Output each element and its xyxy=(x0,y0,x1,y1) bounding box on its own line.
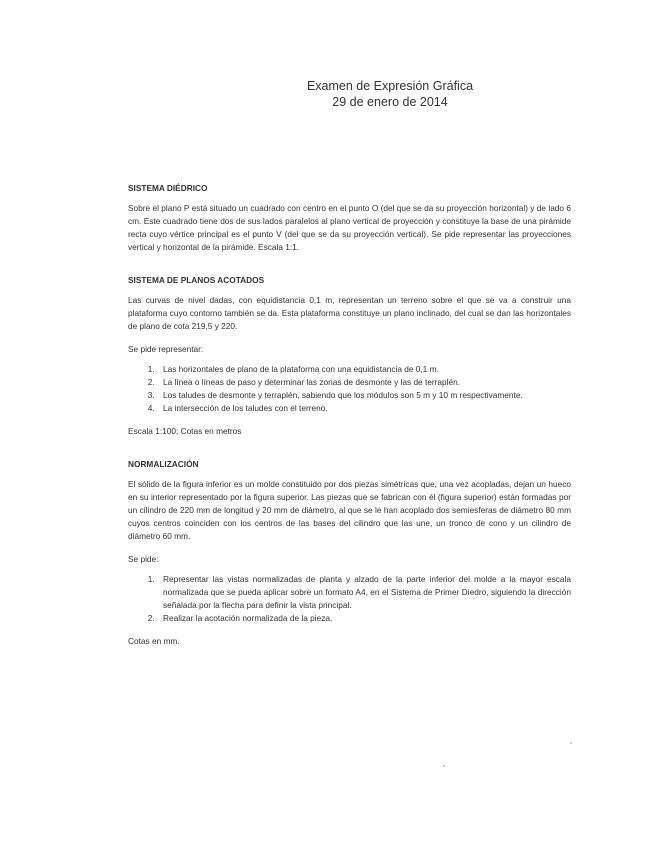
exam-content xyxy=(128,182,571,648)
section-title-normalizacion: NORMALIZACIÓN xyxy=(128,459,199,469)
scan-speck xyxy=(443,765,445,767)
section-title-acotados: SISTEMA DE PLANOS ACOTADOS xyxy=(128,275,265,285)
section-acotados xyxy=(128,274,571,438)
list-acotados xyxy=(128,363,571,415)
list-item: 2. Realizar la acotación normalizada de la pieza. xyxy=(157,612,571,625)
list-item: 2. La línea o líneas de paso y determinar las zonas de desmonte y las de terraplén. xyxy=(157,376,571,389)
note-normalizacion: Cotas en mm. xyxy=(128,636,180,646)
list-item: 1. Representar las vistas normalizadas de planta y alzado de la parte inferior del molde a la mayor escala normalizada que se pueda aplicar sobre un formato A4, en el Sistema de Primer Diedro, siguiendo la dirección señalada por la flecha para definir la vista principal. xyxy=(157,573,571,612)
request-acotados: Se pide representar: xyxy=(128,344,204,354)
section-normalizacion xyxy=(128,458,571,648)
exam-date: 29 de enero de 2014 xyxy=(332,95,448,109)
list-item: 3. Los taludes de desmonte y terraplén, sabiendo que los módulos son 5 m y 10 m respectivamente. xyxy=(157,389,571,402)
list-normalizacion xyxy=(128,573,571,625)
scan-speck xyxy=(570,742,572,744)
section-title-diedrico: SISTEMA DIÉDRICO xyxy=(128,183,208,193)
section-diedrico xyxy=(128,182,571,254)
paragraph-normalizacion: El sólido de la figura inferior es un molde constituido por dos piezas simétricas que, una vez acopladas, dejan un hueco en su interior representado por la figura superior. Las piezas que se fabrican con él (figura superior) están formadas por un cilindro de 220 mm de longitud y 20 mm de diámetro, al que se le han acoplado dos semiesferas de diámetro 80 mm cuyos centros coinciden con los centros de las bases del cilindro que las une, un tronco de cono y un cilindro de diámetro 60 mm. xyxy=(128,479,571,541)
request-normalizacion: Se pide: xyxy=(128,554,159,564)
note-acotados: Escala 1:100; Cotas en metros xyxy=(128,426,242,436)
list-item: 4. La intersección de los taludes con el terreno. xyxy=(157,402,571,415)
paragraph-diedrico: Sobre el plano P está situado un cuadrado con centro en el punto O (del que se da su proyección horizontal) y de lado 6 cm. Este cuadrado tiene dos de sus lados paralelos al plano vertical de proyección y constituye la base de una pirámide recta cuyo vértice principal es el punto V (del que se da su proyección vertical). Se pide representar las proyecciones vertical y horizontal de la pirámide. Escala 1:1. xyxy=(128,203,571,252)
list-item: 1. Las horizontales de plano de la plataforma con una equidistancia de 0,1 m. xyxy=(157,363,571,376)
paragraph-acotados: Las curvas de nivel dadas, con equidistancia 0,1 m, representan un terreno sobre el que se va a construir una plataforma cuyo contorno también se da. Esta plataforma constituye un plano inclinado, del cual se dan las horizontales de plano de cota 219,5 y 220. xyxy=(128,295,571,331)
exam-title: Examen de Expresión Gráfica xyxy=(306,79,474,93)
exam-header xyxy=(250,78,530,110)
